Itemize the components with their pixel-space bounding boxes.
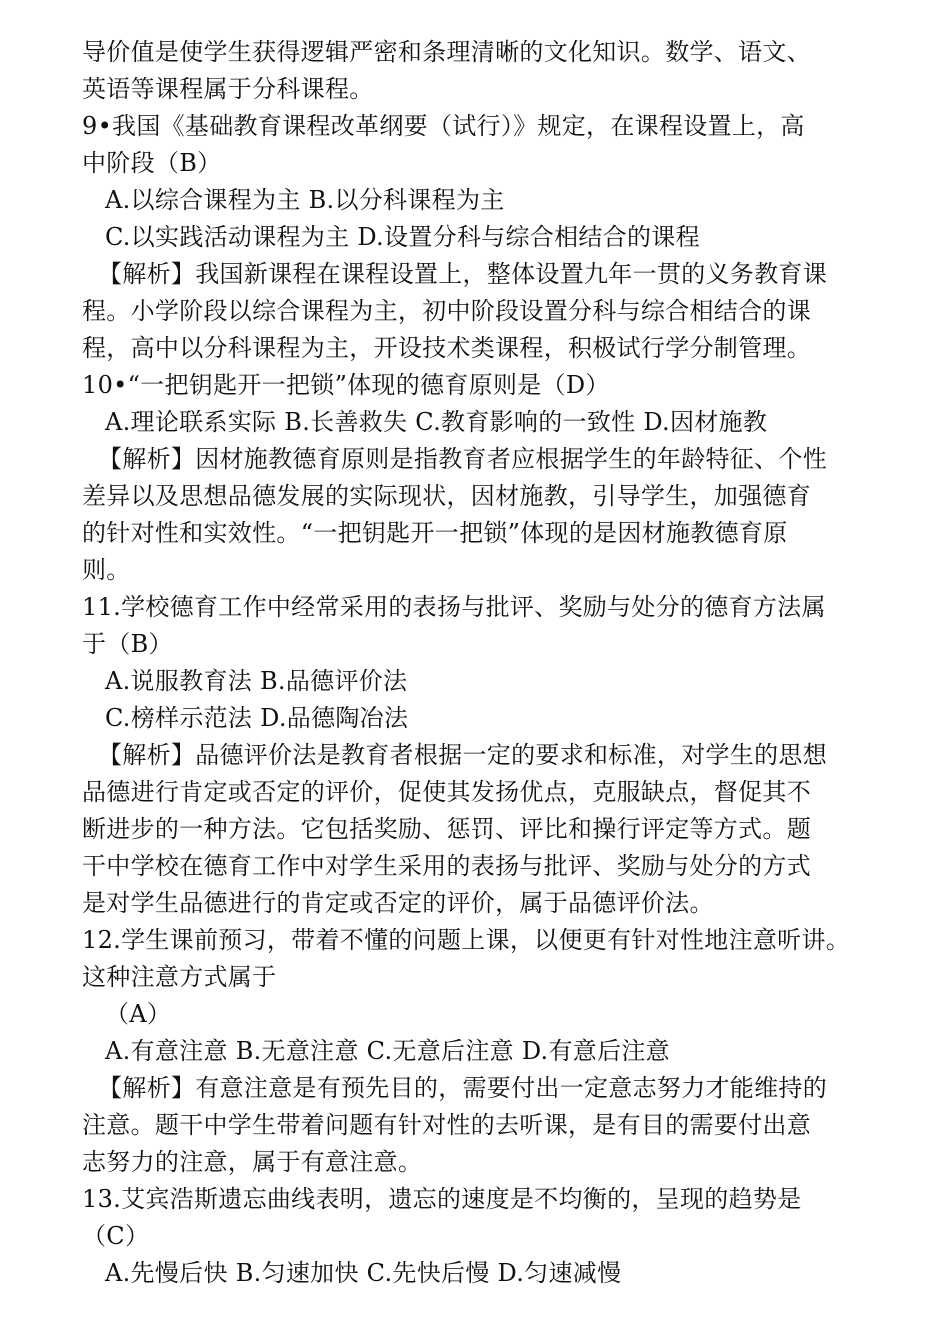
text-line: 注意。题干中学生带着问题有针对性的去听课，是有目的需要付出意: [82, 1111, 811, 1139]
text-line: 13.艾宾浩斯遗忘曲线表明，遗忘的速度是不均衡的，呈现的趋势是: [82, 1185, 802, 1213]
text-line: C.榜样示范法 D.品德陶冶法: [105, 704, 409, 732]
text-line: 的针对性和实效性。“一把钥匙开一把锁”体现的是因材施教德育原: [82, 519, 788, 547]
text-line: 9•我国《基础教育课程改革纲要（试行）》规定，在课程设置上，高: [82, 112, 805, 140]
text-line: 【解析】因材施教德育原则是指教育者应根据学生的年龄特征、个性: [98, 445, 827, 473]
text-line: 12.学生课前预习，带着不懂的问题上课，以便更有针对性地注意听讲。: [82, 926, 851, 954]
text-line: 【解析】品德评价法是教育者根据一定的要求和标准，对学生的思想: [98, 741, 827, 769]
text-line: 品德进行肯定或否定的评价，促使其发扬优点，克服缺点，督促其不: [82, 778, 811, 806]
text-line: 于（B）: [82, 630, 173, 658]
text-line: A.以综合课程为主 B.以分科课程为主: [105, 186, 505, 214]
text-line: 【解析】有意注意是有预先目的，需要付出一定意志努力才能维持的: [98, 1074, 827, 1102]
text-line: 导价值是使学生获得逻辑严密和条理清晰的文化知识。数学、语文、: [82, 38, 811, 66]
text-line: 程。小学阶段以综合课程为主，初中阶段设置分科与综合相结合的课: [82, 297, 811, 325]
text-line: 差异以及思想品德发展的实际现状，因材施教，引导学生，加强德育: [82, 482, 811, 510]
text-line: （A）: [105, 1000, 172, 1028]
text-line: 英语等课程属于分科课程。: [82, 75, 374, 103]
text-line: 这种注意方式属于: [82, 963, 277, 991]
text-line: A.理论联系实际 B.长善救失 C.教育影响的一致性 D.因材施教: [105, 408, 768, 436]
text-line: 断进步的一种方法。它包括奖励、惩罚、评比和操行评定等方式。题: [82, 815, 811, 843]
text-line: （C）: [82, 1222, 150, 1250]
text-line: 11.学校德育工作中经常采用的表扬与批评、奖励与处分的德育方法属: [82, 593, 826, 621]
text-line: 干中学校在德育工作中对学生采用的表扬与批评、奖励与处分的方式: [82, 852, 811, 880]
text-line: A.先慢后快 B.匀速加快 C.先快后慢 D.匀速减慢: [105, 1259, 622, 1287]
text-line: 中阶段（B）: [82, 149, 222, 177]
text-line: A.有意注意 B.无意注意 C.无意后注意 D.有意后注意: [105, 1037, 670, 1065]
text-line: 10•“一把钥匙开一把锁”体现的德育原则是（D）: [82, 371, 610, 399]
text-line: 程，高中以分科课程为主，开设技术类课程，积极试行学分制管理。: [82, 334, 811, 362]
text-line: A.说服教育法 B.品德评价法: [105, 667, 408, 695]
text-line: 【解析】我国新课程在课程设置上，整体设置九年一贯的义务教育课: [98, 260, 827, 288]
text-line: 则。: [82, 556, 131, 584]
text-line: 志努力的注意，属于有意注意。: [82, 1148, 423, 1176]
text-line: 是对学生品德进行的肯定或否定的评价，属于品德评价法。: [82, 889, 714, 917]
text-line: C.以实践活动课程为主 D.设置分科与综合相结合的课程: [105, 223, 700, 251]
